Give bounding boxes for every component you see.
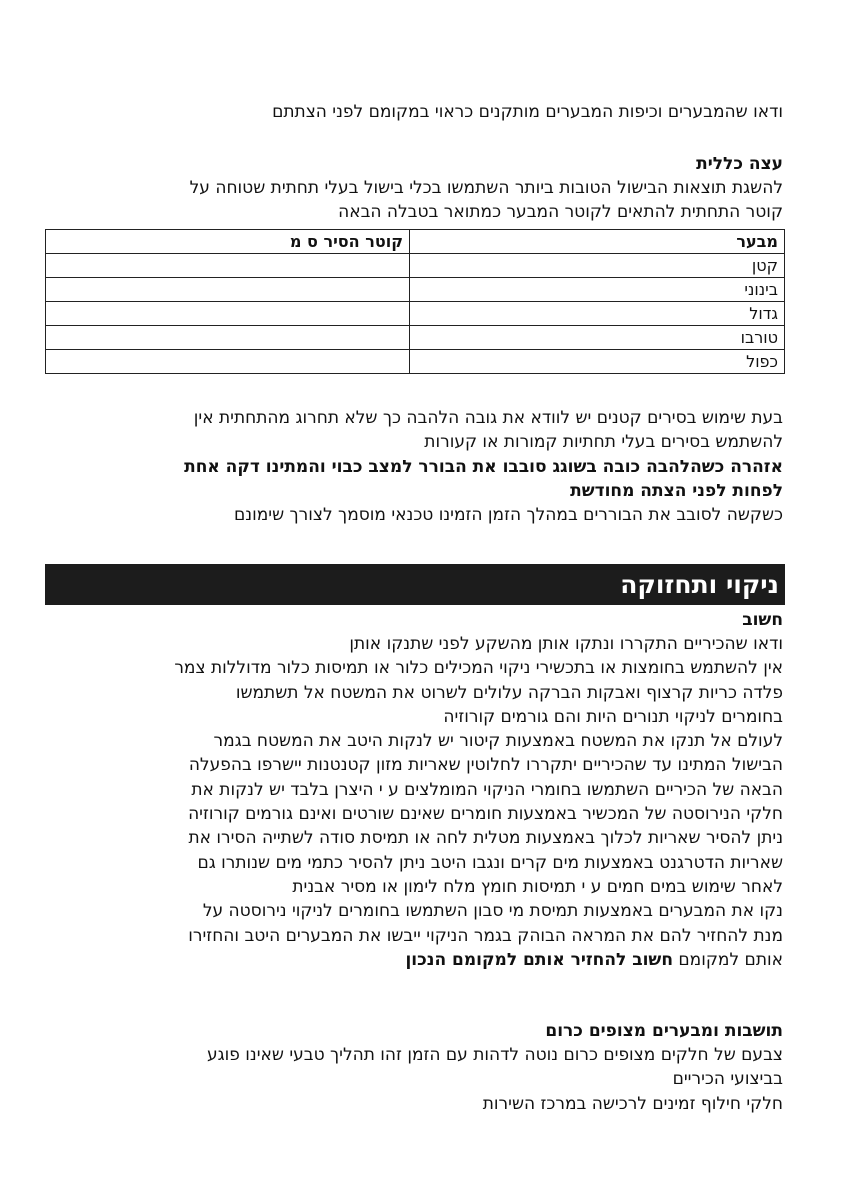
usage-note-line: בעת שימוש בסירים קטנים יש לוודא את גובה הלהבה כך שלא תחרוג מהתחתית אין — [193, 408, 783, 428]
table-row — [46, 254, 785, 278]
important-line: בחומרים לניקוי תנורים היות והם גורמים קורוזיה — [443, 706, 783, 727]
important-line: לעולם אל תנקו את המשטח באמצעות קיטור יש לנקות היטב את המשטח בגמר — [213, 731, 783, 752]
important-line: ודאו שהכיריים התקררו ונתקו אותן מהשקע לפני שתנקו אותן — [349, 634, 783, 654]
general-tip-section — [45, 152, 783, 225]
important-title: חשוב — [742, 610, 783, 630]
important-line: שאריות הדטרגנט באמצעות מים קרים ונגבו היטב ניתן להסיר כתמי מים שנותרו גם — [197, 852, 783, 873]
table-row — [46, 278, 785, 302]
top-note-text: ודאו שהמבערים וכיפות המבערים מותקנים כראוי במקומם לפני הצתתם — [272, 102, 783, 122]
table-cell-diameter — [46, 302, 410, 326]
chrome-line: צבעם של חלקים מצופים כרום נוטה לדהות עם הזמן זהו תהליך טבעי שאינו פוגע — [206, 1045, 783, 1065]
table-header-row — [46, 230, 785, 254]
table-row — [46, 302, 785, 326]
table-row — [46, 326, 785, 350]
general-tip-line: קוטר התחתית להתאים לקוטר המבער כמתואר בטבלה הבאה — [338, 202, 783, 223]
important-final-text: אותם למקומם — [678, 949, 783, 970]
important-section — [45, 608, 783, 972]
table-header-diameter: קוטר הסיר ס מ — [46, 230, 410, 254]
pot-size-table — [45, 229, 785, 374]
important-line: אין להשתמש בחומצות או בתכשירי ניקוי המכילים כלור או תמיסות כלור מדוללות צמר — [174, 658, 783, 679]
important-line: פלדה כריות קרצוף ואבקות הברקה עלולים לשרוט את המשטח אל תשתמשו — [235, 682, 783, 703]
important-final-line — [45, 948, 783, 972]
table-row — [46, 350, 785, 374]
chrome-section — [45, 1019, 783, 1116]
general-tip-line: להשגת תוצאות הבישול הטובות ביותר השתמשו בכלי בישול בעלי תחתית שטוחה על — [189, 178, 783, 198]
important-line: נקו את המבערים באמצעות תמיסת מי סבון השתמשו בחומרים לניקוי נירוסטה על — [202, 901, 783, 922]
general-tip-title: עצה כללית — [696, 154, 783, 174]
table-header-burner: מבער — [410, 230, 785, 254]
table-cell-burner: קטן — [410, 254, 785, 278]
important-line: מנת להחזיר להם את המראה הבוהק בגמר הניקוי ייבשו את המבערים היטב והחזירו — [188, 925, 783, 946]
chrome-line: בביצועי הכיריים — [672, 1069, 783, 1090]
table-cell-burner: טורבו — [410, 326, 785, 350]
important-line: לאחר שימוש במים חמים ע י תמיסות חומץ מלח לימון או מסיר אבנית — [292, 876, 783, 897]
top-note — [45, 100, 783, 124]
table-cell-burner: כפול — [410, 350, 785, 374]
table-cell-burner: גדול — [410, 302, 785, 326]
table-cell-diameter — [46, 278, 410, 302]
table-cell-diameter — [46, 254, 410, 278]
table-cell-diameter — [46, 326, 410, 350]
warning-line: לפחות לפני הצתה מחודשת — [570, 480, 783, 501]
usage-notes-section — [45, 406, 783, 527]
table-cell-burner: בינוני — [410, 278, 785, 302]
usage-note-line: להשתמש בסירים בעלי תחתיות קמורות או קעורות — [424, 432, 783, 453]
warning-line: אזהרה כשהלהבה כובה בשוגג סובבו את הבורר למצב כבוי והמתינו דקה אחת — [184, 456, 783, 477]
important-line: הבישול המתינו עד שהכיריים יתקררו לחלוטין שאריות מזון קטנטנות יישרפו בהפעלה — [188, 755, 783, 776]
important-line: ניתן להסיר שאריות לכלוך באמצעות מטלית לחה או תמיסת סודה לשתייה הסירו את — [188, 828, 783, 849]
important-line: הבאה של הכיריים השתמשו בחומרי הניקוי המומלצים ע י היצרן בלבד יש לנקות את — [191, 779, 783, 800]
chrome-line: חלקי חילוף זמינים לרכישה במרכז השירות — [482, 1093, 783, 1114]
important-final-bold-text: חשוב להחזיר אותם למקומם הנכון — [405, 949, 673, 970]
important-line: חלקי הנירוסטה של המכשיר באמצעות חומרים שאינם שורטים ואינם גורמים קורוזיה — [188, 804, 783, 825]
section-title-bar: ניקוי ותחזוקה — [45, 564, 785, 605]
usage-note-line: כשקשה לסובב את הבוררים במהלך הזמן הזמינו טכנאי מוסמך לצורך שימונם — [234, 505, 783, 526]
chrome-title: תושבות ומבערים מצופים כרום — [545, 1021, 783, 1041]
table-cell-diameter — [46, 350, 410, 374]
